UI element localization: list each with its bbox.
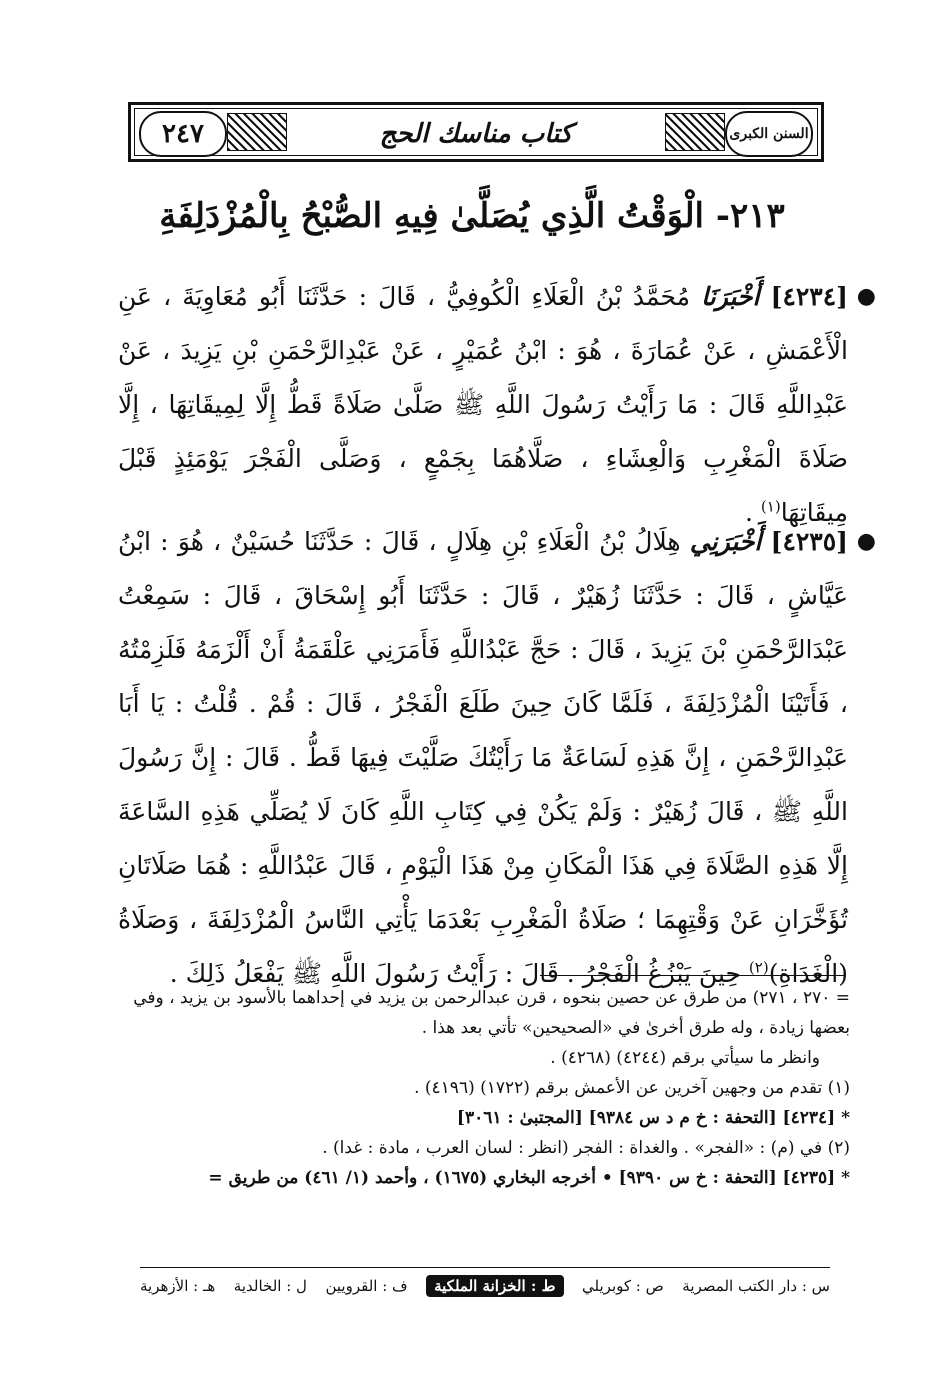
footnote-see-also: وانظر ما سيأتي برقم (٤٢٤٤) (٤٢٦٨) . [550,1048,820,1068]
key-item: ل : الخالدية [233,1277,307,1295]
footnote-mark: (٢) [748,958,769,977]
hadith-4235 [118,515,876,1001]
hadith-text: مُحَمَّدُ بْنُ الْعَلَاءِ الْكُوفِيُّ ، قَالَ : حَدَّثَنَا أَبُو مُعَاوِيَةَ ، عَنِ الْأَعْمَشِ ، عَنْ عُمَارَةَ ، هُوَ : ابْنُ عُمَيْرٍ ، عَنْ عَبْدِالرَّحْمَنِ بْنِ يَزِيدَ ، عَنْ عَبْدِاللَّهِ قَالَ : مَا رَأَيْتُ رَسُولَ اللَّهِ ﷺ صَلَّىٰ صَلَاةً قَطُّ إِلَّا لِمِيقَاتِهَا ، إِلَّا صَلَاةَ الْمَغْرِبِ وَالْعِشَاءِ ، صَلَّاهُمَا بِجَمْعٍ ، وَصَلَّى الْفَجْرَ يَوْمَئِذٍ قَبْلَ مِيقَاتِهَا [118,282,848,527]
book-seal [725,111,813,157]
footer-divider [140,1267,830,1268]
footnote-mark: (١) [760,497,781,516]
page-number: ٢٤٧ [139,111,227,157]
hadith-number: [٤٢٣٥] [770,527,848,556]
footnote-2: (٢) في (م) : «الفجر» . والغداة : الفجر (انظر : لسان العرب ، مادة : غدا) . [322,1138,850,1158]
key-item: ص : كوبريلي [582,1277,664,1295]
footnotes [120,983,850,1193]
footnote-continuation: = ٢٧٠ ، ٢٧١) من طرق عن حصين بنحوه ، قرن عبدالرحمن بن يزيد في إحداهما بالأسود بن يزيد ، وفي بعضها زيادة ، وله طرق أخرىٰ في «الصحيحين» تأتي بعد هذا . [133,988,850,1038]
seal-text: السنن الكبرى [729,126,809,142]
hadith-number: [٤٢٣٤] [770,282,848,311]
chapter-title: ٢١٣- الْوَقْتُ الَّذِي يُصَلَّىٰ فِيهِ الصُّبْحُ بِالْمُزْدَلِفَةِ [159,196,785,236]
key-item: هـ : الأزهرية [140,1277,216,1295]
footnote-divider [540,975,844,976]
ornament-right [665,113,725,151]
hadith-4234 [118,270,876,540]
footnote-1: (١) تقدم من وجهين آخرين عن الأعمش برقم (١٧٢٢) (٤١٩٦) . [414,1078,850,1098]
hadith-verb: أَخْبَرَنَا [701,282,760,311]
key-item-highlighted: ط : الخزانة الملكية [426,1275,563,1297]
hadith-ending: . [745,498,761,527]
key-item: س : دار الكتب المصرية [682,1277,830,1295]
bullet-icon: ● [856,529,876,554]
manuscript-key [140,1272,830,1300]
bullet-icon: ● [856,284,876,309]
reference-4235: * [٤٢٣٥] [التحفة : خ س ٩٣٩٠] • أخرجه البخاري (١٦٧٥) ، وأحمد (١/ ٤٦١) من طريق = [208,1168,850,1188]
hadith-text: هِلَالُ بْنُ الْعَلَاءِ بْنِ هِلَالٍ ، قَالَ : حَدَّثَنَا حُسَيْنٌ ، هُوَ : ابْنُ عَيَّاشٍ ، قَالَ : حَدَّثَنَا زُهَيْرٌ ، قَالَ : حَدَّثَنَا أَبُو إِسْحَاقَ ، قَالَ : سَمِعْتُ عَبْدَالرَّحْمَنِ بْنَ يَزِيدَ ، قَالَ : حَجَّ عَبْدُاللَّهِ فَأَمَرَنِي عَلْقَمَةُ أَنْ أَلْزَمَهُ فَلَزِمْتُهُ ، فَأَتَيْنَا الْمُزْدَلِفَةَ ، فَلَمَّا كَانَ حِينَ طَلَعَ الْفَجْرُ ، قَالَ : قُمْ . قُلْتُ : يَا أَبَا عَبْدِالرَّحْمَنِ ، إِنَّ هَذِهِ لَسَاعَةٌ مَا رَأَيْتُكَ صَلَّيْتَ فِيهَا قَطُّ . قَالَ : إِنَّ رَسُولَ اللَّهِ ﷺ ، قَالَ زُهَيْرٌ : وَلَمْ يَكُنْ فِي كِتَابِ اللَّهِ كَانَ لَا يُصَلِّي هَذِهِ السَّاعَةَ إِلَّا هَذِهِ الصَّلَاةَ فِي هَذَا الْمَكَانِ مِنْ هَذَا الْيَوْمِ ، قَالَ عَبْدُاللَّهِ : هُمَا صَلَاتَانِ تُؤَخَّرَانِ عَنْ وَقْتِهِمَا ؛ صَلَاةُ الْمَغْرِبِ بَعْدَمَا يَأْتِي النَّاسُ الْمُزْدَلِفَةَ ، وَصَلَاةُ (الْغَدَاةِ) [118,527,848,988]
page-header [128,102,824,162]
key-item: ف : القرويين [325,1277,408,1295]
reference-4234: * [٤٢٣٤] [التحفة : خ م د س ٩٣٨٤] [المجتبىٰ : ٣٠٦١] [456,1108,850,1128]
running-title: كتاب مناسك الحج [379,119,573,149]
ornament-left [227,113,287,151]
hadith-verb: أَخْبَرَنِي [689,527,762,556]
hadith-ending: حِينَ يَبْزُغُ الْفَجْرُ . قَالَ : رَأَيْتُ رَسُولَ اللَّهِ ﷺ يَفْعَلُ ذَلِكَ . [169,959,749,988]
